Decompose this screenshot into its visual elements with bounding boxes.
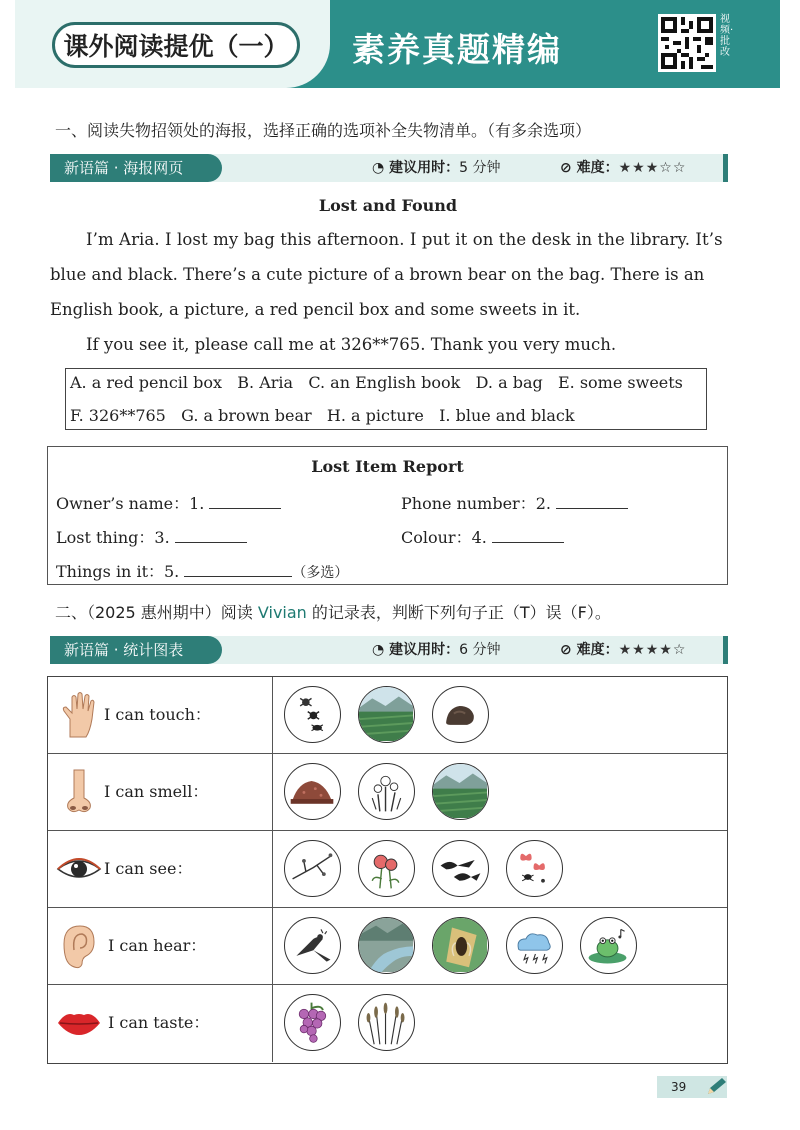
q2-time: ◔ 建议用时：6 分钟 bbox=[372, 642, 501, 658]
bird-icon bbox=[284, 917, 341, 974]
blank-3[interactable] bbox=[175, 528, 247, 543]
blank-2[interactable] bbox=[556, 494, 628, 509]
check-circle-icon: ⊘ bbox=[560, 642, 572, 658]
options-box bbox=[65, 368, 707, 430]
option-d: D. a bag bbox=[475, 373, 543, 392]
phone-field: Phone number：2. bbox=[401, 491, 628, 514]
q1-time: ◔ 建议用时：5 分钟 bbox=[372, 160, 501, 176]
difficulty-stars: ★★★★☆ bbox=[618, 642, 687, 658]
difficulty-stars: ★★★☆☆ bbox=[618, 160, 687, 176]
report-title: Lost Item Report bbox=[311, 457, 464, 476]
qr-label: 视频·批改 bbox=[720, 14, 734, 58]
q1-genre-tag: 新语篇 · 海报网页 bbox=[50, 154, 222, 182]
banner-title: 素养真题精编 bbox=[352, 30, 562, 69]
option-h: H. a picture bbox=[326, 406, 424, 425]
insects-icon bbox=[284, 686, 341, 743]
q2-genre-tag: 新语篇 · 统计图表 bbox=[50, 636, 222, 664]
passage-title: Lost and Found bbox=[318, 196, 458, 215]
page-number: 39 bbox=[657, 1076, 727, 1098]
nose-icon bbox=[56, 768, 102, 816]
hand-icon bbox=[56, 691, 102, 739]
row-label: I can hear： bbox=[108, 936, 207, 955]
passage-line: I’m Aria. I lost my bag this afternoon. I put it on the desk in the library. It’s bbox=[86, 230, 723, 249]
clock-icon: ◔ bbox=[372, 642, 385, 658]
passage-line: English book, a picture, a red pencil box and some sweets in it. bbox=[50, 300, 581, 319]
row-label: I can see： bbox=[104, 859, 193, 878]
row-label: I can touch： bbox=[104, 705, 211, 724]
bar-end-accent bbox=[723, 636, 728, 664]
river-icon bbox=[358, 917, 415, 974]
thing-field: Lost thing：3. bbox=[56, 525, 247, 548]
owner-field: Owner’s name：1. bbox=[56, 491, 281, 514]
check-circle-icon: ⊘ bbox=[560, 160, 572, 176]
clock-icon: ◔ bbox=[372, 160, 385, 176]
pencil-icon bbox=[704, 1076, 728, 1098]
table-row bbox=[48, 754, 727, 831]
eye-icon bbox=[56, 845, 102, 893]
qr-code[interactable] bbox=[658, 14, 716, 72]
q1-difficulty: ⊘ 难度：★★★☆☆ bbox=[560, 160, 687, 176]
q1-prompt: 一、阅读失物招领处的海报，选择正确的选项补全失物清单。（有多余选项） bbox=[55, 121, 592, 140]
passage-line: If you see it, please call me at 326**765. Thank you very much. bbox=[86, 335, 617, 354]
bar-end-accent bbox=[723, 154, 728, 182]
table-row bbox=[48, 985, 727, 1062]
q2-prompt: 二、（2025 惠州期中）阅读 Vivian 的记录表，判断下列句子正（T）误（F）。 bbox=[55, 603, 611, 622]
grapes-icon bbox=[284, 994, 341, 1051]
blank-4[interactable] bbox=[492, 528, 564, 543]
things-in-field: Things in it：5. （多选） bbox=[56, 562, 349, 581]
blank-5[interactable] bbox=[184, 562, 292, 577]
thunder-icon bbox=[506, 917, 563, 974]
option-e: E. some sweets bbox=[557, 373, 683, 392]
option-c: C. an English book bbox=[308, 373, 461, 392]
lips-icon bbox=[56, 999, 102, 1047]
q2-difficulty: ⊘ 难度：★★★★☆ bbox=[560, 642, 687, 658]
rock-icon bbox=[432, 686, 489, 743]
option-f: F. 326**765 bbox=[70, 406, 166, 425]
option-a: A. a red pencil box bbox=[70, 373, 222, 392]
flowers-icon bbox=[358, 840, 415, 897]
field-icon bbox=[358, 686, 415, 743]
option-b: B. Aria bbox=[237, 373, 294, 392]
q1-info-bar bbox=[50, 154, 728, 182]
option-g: G. a brown bear bbox=[181, 406, 312, 425]
table-row bbox=[48, 831, 727, 908]
lost-item-report bbox=[47, 446, 728, 585]
field-icon bbox=[432, 763, 489, 820]
passage-text bbox=[50, 222, 730, 362]
section-label: 课外阅读提优（一） bbox=[52, 22, 300, 68]
ear-icon bbox=[56, 922, 102, 970]
wheat-icon bbox=[358, 994, 415, 1051]
butterflies-icon bbox=[506, 840, 563, 897]
birds-icon bbox=[432, 840, 489, 897]
branch-icon bbox=[284, 840, 341, 897]
frog-icon bbox=[580, 917, 637, 974]
option-i: I. blue and black bbox=[439, 406, 575, 425]
table-row bbox=[48, 908, 727, 985]
passage-line: blue and black. There’s a cute picture of a brown bear on the bag. There is an bbox=[50, 265, 705, 284]
blank-1[interactable] bbox=[209, 494, 281, 509]
row-label: I can taste： bbox=[108, 1013, 210, 1032]
cicada-icon bbox=[432, 917, 489, 974]
table-row bbox=[48, 677, 727, 754]
q2-info-bar bbox=[50, 636, 728, 664]
row-label: I can smell： bbox=[104, 782, 209, 801]
colour-field: Colour：4. bbox=[401, 525, 564, 548]
flower-icon bbox=[358, 763, 415, 820]
soil-icon bbox=[284, 763, 341, 820]
senses-table bbox=[47, 676, 728, 1064]
